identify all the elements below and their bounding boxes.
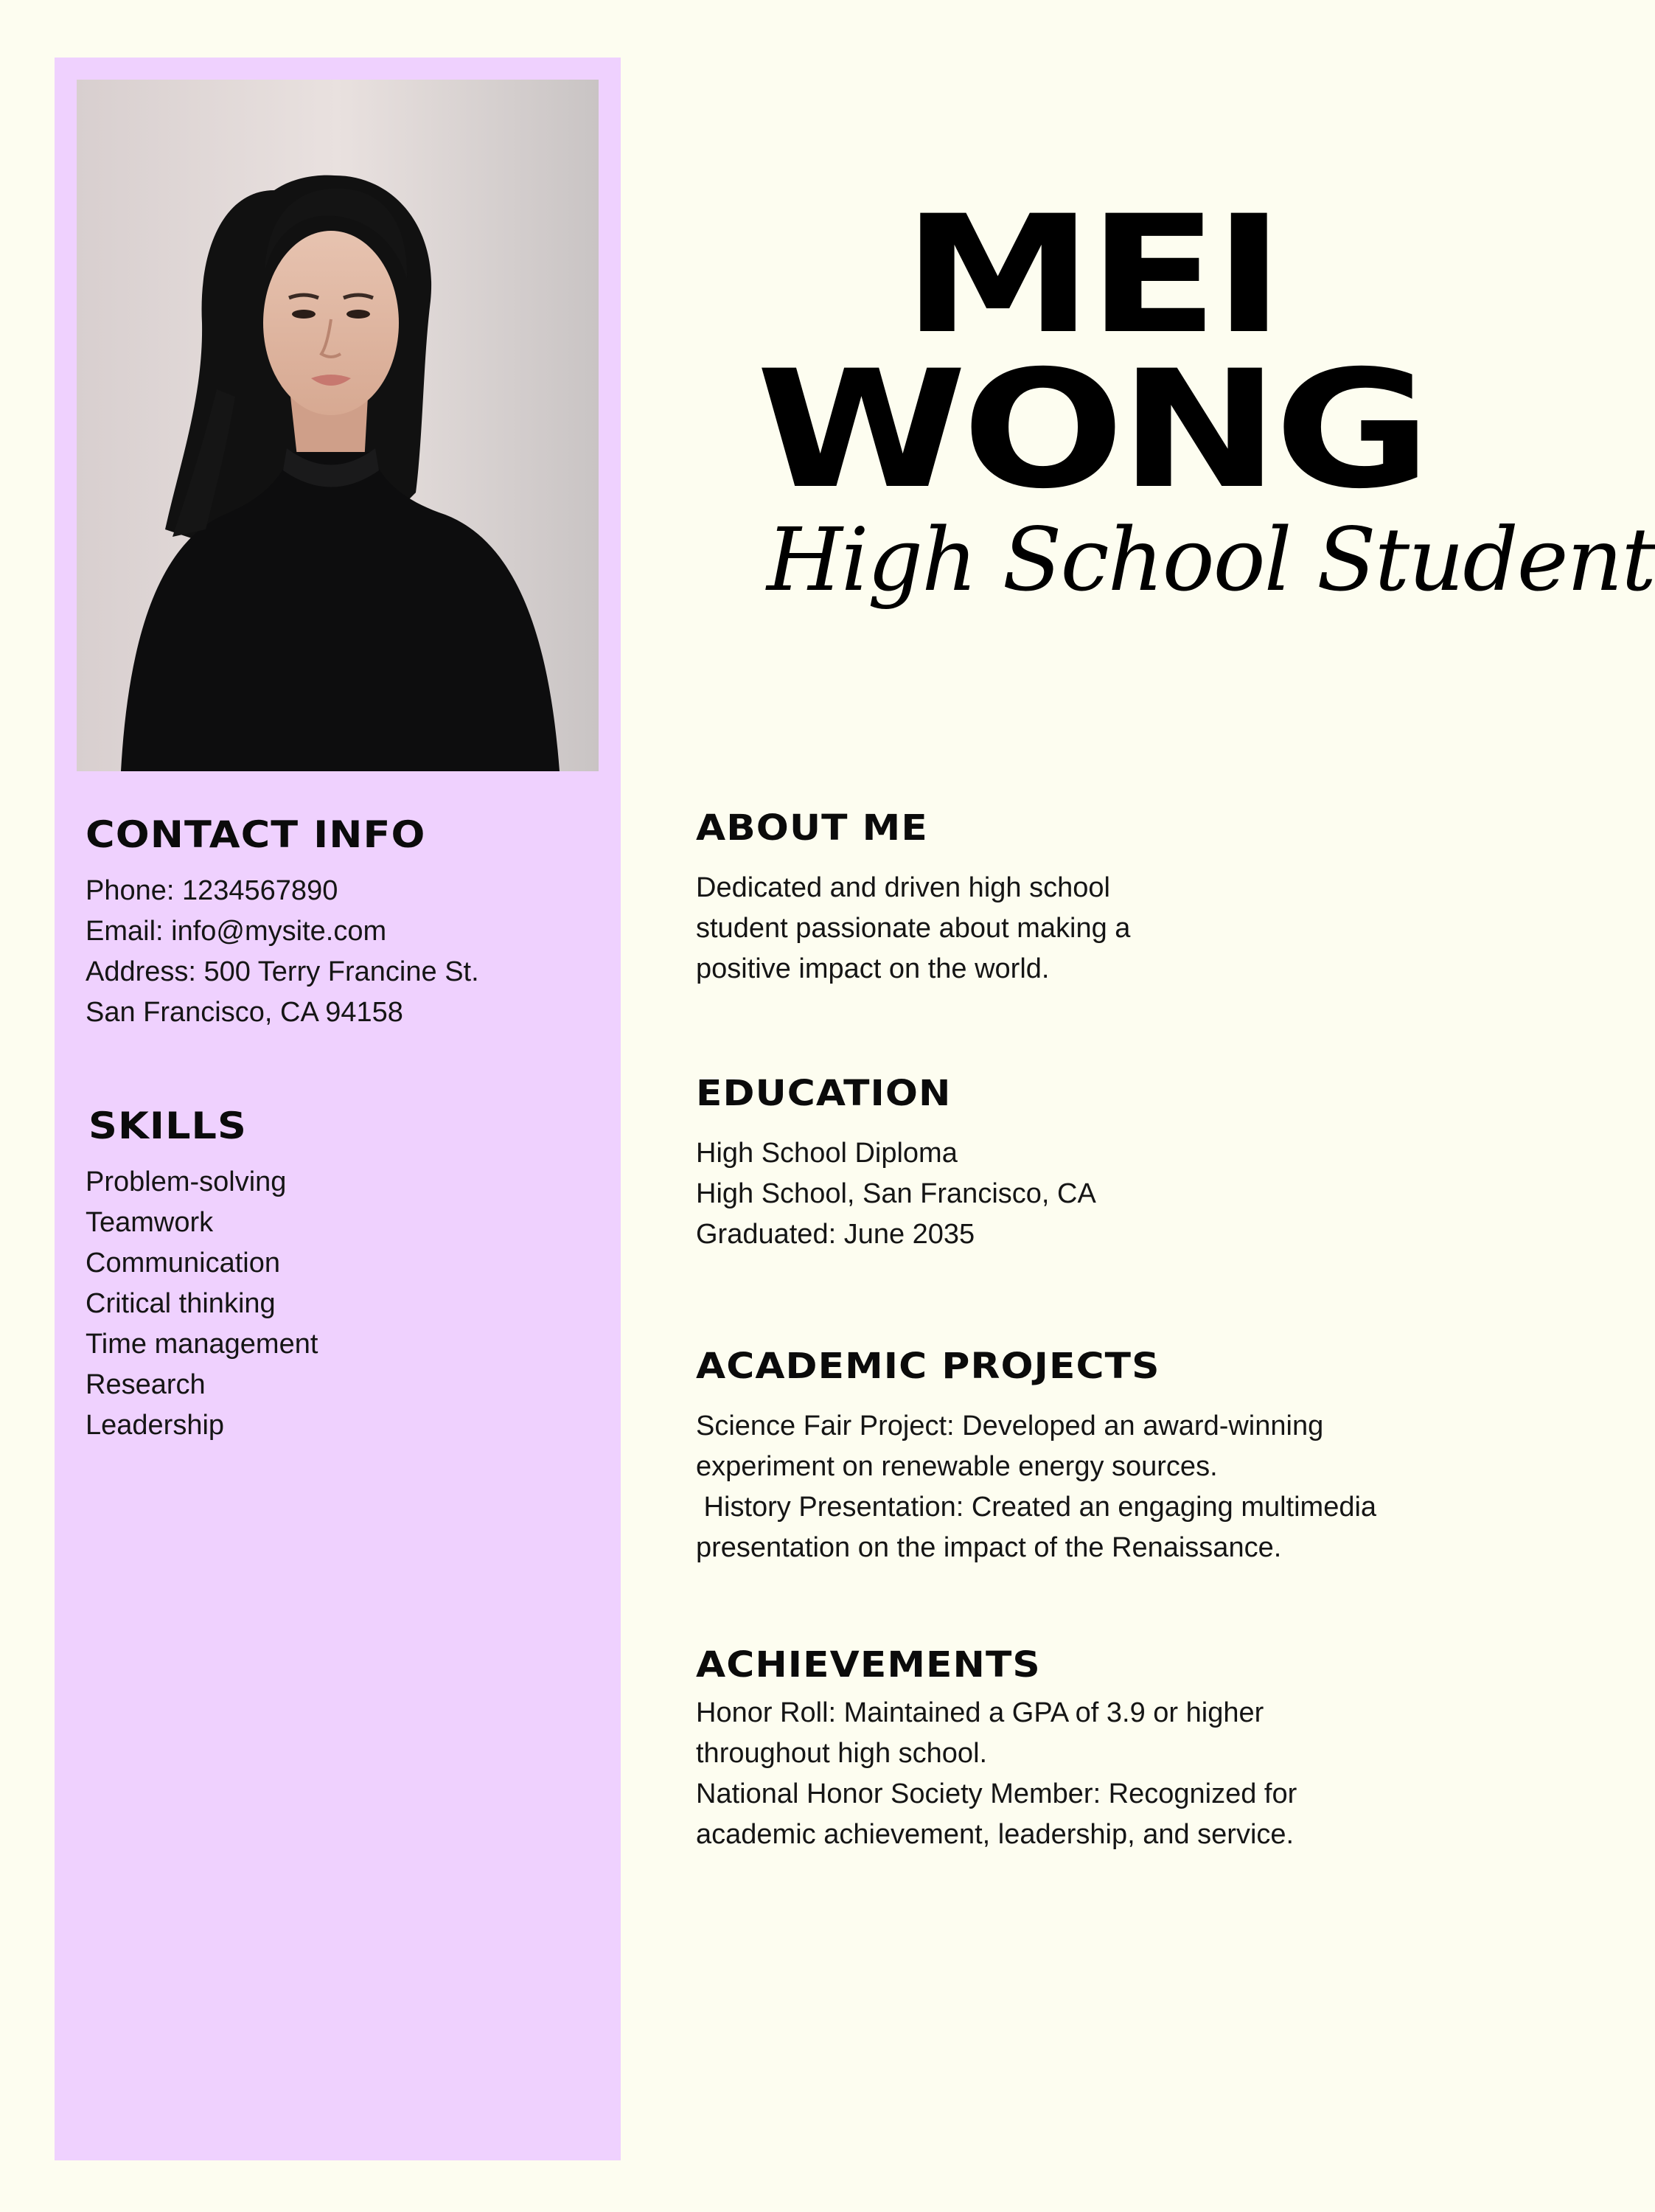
projects-line: History Presentation: Created an engaging multimedia — [696, 1492, 1377, 1523]
skill-item: Teamwork — [86, 1207, 214, 1238]
education-line: Graduated: June 2035 — [696, 1219, 975, 1250]
education-section — [696, 1073, 1477, 1255]
about-section — [696, 807, 1477, 990]
projects-line: experiment on renewable energy sources. — [696, 1451, 1218, 1482]
skill-item: Research — [86, 1369, 206, 1400]
contact-address-line1: Address: 500 Terry Francine St. — [86, 956, 479, 987]
contact-email: Email: info@mysite.com — [86, 916, 387, 947]
skill-item: Communication — [86, 1248, 280, 1279]
achievements-line: throughout high school. — [696, 1738, 988, 1769]
education-line: High School Diploma — [696, 1138, 958, 1169]
skills-section — [86, 1105, 587, 1446]
about-line: student passionate about making a — [696, 913, 1131, 944]
sidebar — [55, 58, 621, 2160]
projects-line: presentation on the impact of the Renaissance. — [696, 1532, 1282, 1563]
first-name: MEI — [902, 181, 1280, 369]
education-line: High School, San Francisco, CA — [696, 1178, 1096, 1209]
about-heading: ABOUT ME — [696, 807, 928, 849]
about-line: Dedicated and driven high school — [696, 872, 1110, 903]
projects-line: Science Fair Project: Developed an award-winning — [696, 1411, 1324, 1441]
achievements-line: Honor Roll: Maintained a GPA of 3.9 or higher — [696, 1697, 1264, 1728]
skill-item: Critical thinking — [86, 1288, 276, 1319]
about-line: positive impact on the world. — [696, 953, 1050, 984]
job-title: High School Student — [767, 509, 1655, 611]
contact-section — [86, 813, 587, 1033]
achievements-heading: ACHIEVEMENTS — [696, 1644, 1041, 1686]
name-block — [722, 181, 1460, 524]
projects-heading: ACADEMIC PROJECTS — [696, 1346, 1160, 1387]
skill-item: Time management — [86, 1329, 318, 1360]
profile-photo — [77, 80, 599, 771]
achievements-section — [696, 1644, 1477, 1855]
achievements-line: academic achievement, leadership, and service. — [696, 1819, 1295, 1850]
last-name: WONG — [756, 335, 1426, 524]
contact-address-line2: San Francisco, CA 94158 — [86, 997, 403, 1028]
skill-item: Leadership — [86, 1410, 225, 1441]
education-heading: EDUCATION — [696, 1073, 952, 1114]
contact-heading: CONTACT INFO — [86, 813, 426, 856]
skill-item: Problem-solving — [86, 1166, 287, 1197]
projects-section — [696, 1346, 1477, 1568]
achievements-line: National Honor Society Member: Recognized for — [696, 1778, 1297, 1809]
skills-heading: SKILLS — [88, 1105, 248, 1147]
contact-phone: Phone: 1234567890 — [86, 875, 338, 906]
